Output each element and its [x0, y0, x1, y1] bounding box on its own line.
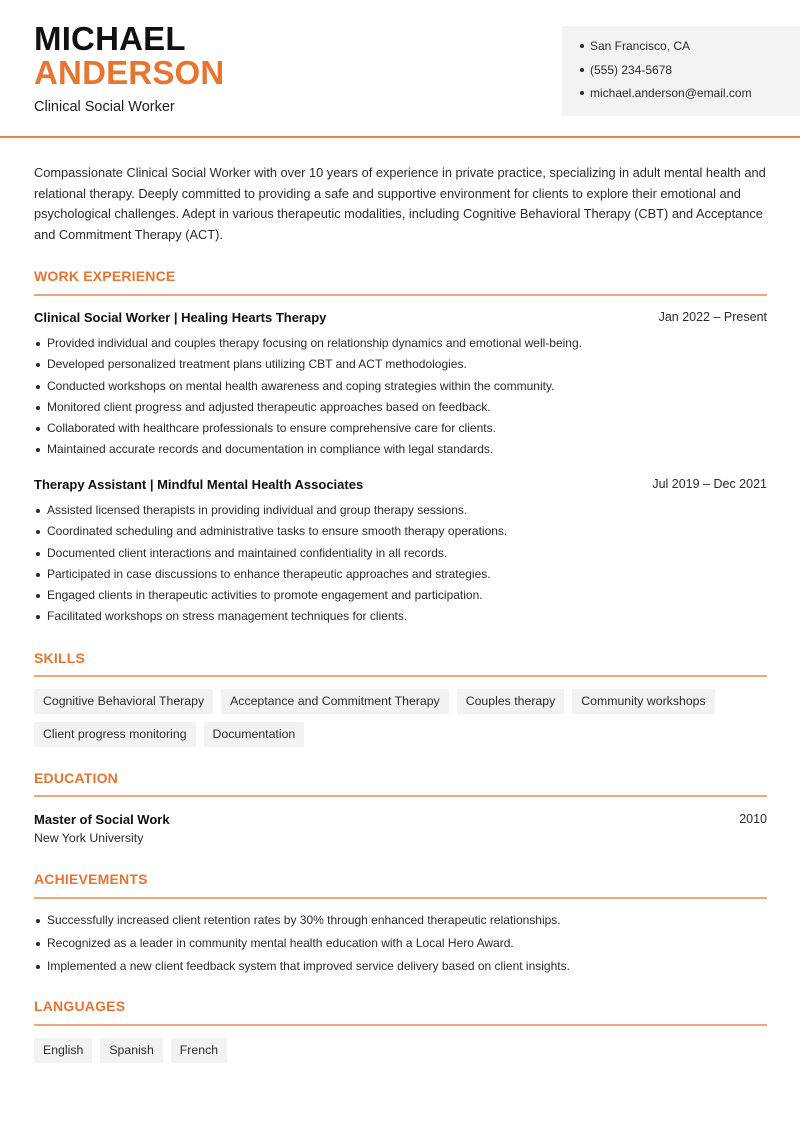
language-tag: English — [34, 1038, 92, 1063]
list-item: Assisted licensed therapists in providing individual and group therapy sessions. — [34, 503, 769, 524]
section-title-work: WORK EXPERIENCE — [34, 268, 176, 284]
language-tag: French — [171, 1038, 227, 1063]
job-bullets — [34, 336, 769, 464]
list-item: Monitored client progress and adjusted therapeutic approaches based on feedback. — [34, 400, 769, 421]
candidate-name — [34, 22, 224, 90]
contact-location: San Francisco, CA — [580, 38, 800, 62]
skill-tag: Couples therapy — [457, 689, 565, 714]
first-name: MICHAEL — [34, 20, 186, 57]
list-item: Developed personalized treatment plans utilizing CBT and ACT methodologies. — [34, 357, 769, 378]
list-item: Maintained accurate records and documentation in compliance with legal standards. — [34, 442, 769, 463]
list-item: Recognized as a leader in community mental health education with a Local Hero Award. — [34, 936, 769, 959]
list-item: Facilitated workshops on stress management techniques for clients. — [34, 609, 769, 630]
section-divider — [34, 1024, 767, 1026]
job-title: Therapy Assistant | Mindful Mental Health Associates — [34, 477, 364, 492]
list-item: Engaged clients in therapeutic activities to promote engagement and participation. — [34, 588, 769, 609]
list-item: Provided individual and couples therapy focusing on relationship dynamics and emotional well-being. — [34, 336, 769, 357]
education-school: New York University — [34, 831, 144, 845]
list-item: Participated in case discussions to enhance therapeutic approaches and strategies. — [34, 567, 769, 588]
section-title-skills: SKILLS — [34, 650, 85, 666]
skill-tag: Cognitive Behavioral Therapy — [34, 689, 213, 714]
job-date: Jul 2019 – Dec 2021 — [652, 477, 767, 491]
skill-tag: Community workshops — [572, 689, 714, 714]
list-item: Implemented a new client feedback system that improved service delivery based on client insights. — [34, 959, 769, 982]
skills-list — [34, 689, 774, 747]
resume-header — [0, 0, 800, 138]
section-title-education: EDUCATION — [34, 770, 118, 786]
job-bullets — [34, 503, 769, 631]
education-year: 2010 — [739, 812, 767, 826]
section-title-achievements: ACHIEVEMENTS — [34, 871, 148, 887]
skill-tag: Client progress monitoring — [34, 722, 196, 747]
section-title-languages: LANGUAGES — [34, 998, 126, 1014]
list-item: Successfully increased client retention rates by 30% through enhanced therapeutic relationships. — [34, 913, 769, 936]
job-date: Jan 2022 – Present — [658, 310, 767, 324]
skill-tag: Acceptance and Commitment Therapy — [221, 689, 449, 714]
list-item: Documented client interactions and maintained confidentiality in all records. — [34, 546, 769, 567]
section-divider — [34, 897, 767, 899]
achievements-list — [34, 913, 769, 981]
section-divider — [34, 795, 767, 797]
list-item: Conducted workshops on mental health awareness and coping strategies within the community. — [34, 379, 769, 400]
list-item: Coordinated scheduling and administrative tasks to ensure smooth therapy operations. — [34, 524, 769, 545]
list-item: Collaborated with healthcare professionals to ensure comprehensive care for clients. — [34, 421, 769, 442]
languages-list — [34, 1038, 774, 1063]
job-title-headline: Clinical Social Worker — [34, 99, 175, 115]
job-title: Clinical Social Worker | Healing Hearts Therapy — [34, 310, 327, 325]
section-divider — [34, 294, 767, 296]
language-tag: Spanish — [100, 1038, 162, 1063]
section-divider — [34, 675, 767, 677]
contact-email: michael.anderson@email.com — [580, 85, 800, 109]
contact-phone: (555) 234-5678 — [580, 62, 800, 86]
profile-summary: Compassionate Clinical Social Worker with over 10 years of experience in private practice, specializing in adult mental health and relational therapy. Deeply committed to providing a safe and supportive environment for clients to explore their emotional and psychological challenges. Adept in various therapeutic modalities, including Cognitive Behavioral Therapy (CBT) and Acceptance and Commitment Therapy (ACT). — [34, 165, 766, 242]
last-name: ANDERSON — [34, 54, 225, 91]
skill-tag: Documentation — [204, 722, 305, 747]
education-degree: Master of Social Work — [34, 812, 170, 827]
contact-box — [562, 26, 800, 116]
